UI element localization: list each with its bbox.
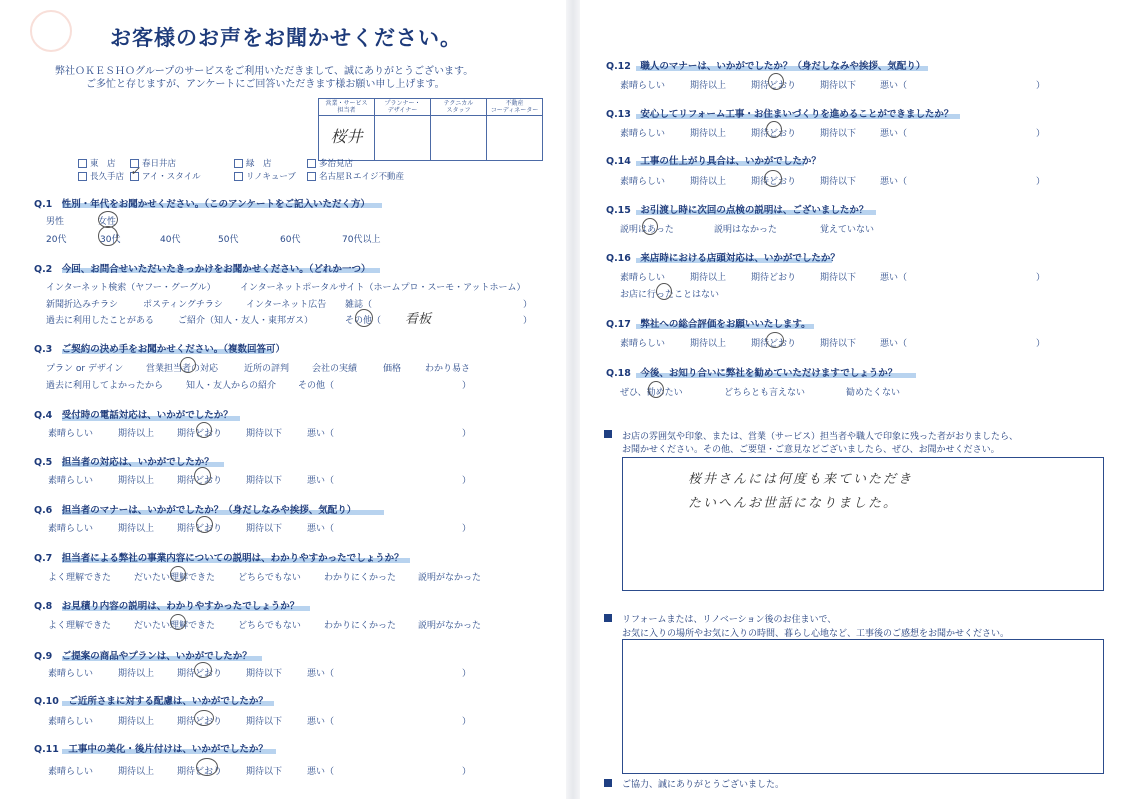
q8-understood-well[interactable]: よく理解できた: [48, 621, 112, 631]
q7-mostly-understood[interactable]: だいたい理解できた: [134, 573, 216, 583]
answer-circle-icon: [194, 467, 211, 485]
q17-above[interactable]: 期待以上: [690, 339, 727, 349]
q1-age-20s[interactable]: 20代: [46, 235, 67, 245]
q10-label: Q.10 ご近所さまに対する配慮は、いかがでしたか？: [34, 696, 268, 707]
q9-below[interactable]: 期待以下: [246, 669, 283, 679]
q10-bad-close: ）: [462, 717, 472, 727]
comment1-prompt-1: お店の雰囲気や印象、または、営業（サービス）担当者や職人で印象に残った者がおりましたら、: [622, 432, 1019, 442]
q17-below[interactable]: 期待以下: [820, 339, 857, 349]
answer-circle-icon: [180, 357, 196, 373]
intro-line-2: ご多忙と存じますが、アンケートにご回答いただきます様お願い申し上げます。: [86, 79, 445, 90]
q16-never-visited[interactable]: お店に行ったことはない: [620, 290, 720, 300]
q13-bad-close: ）: [1036, 129, 1046, 139]
q13-as-expected[interactable]: 期待どおり: [751, 129, 797, 139]
q14-below[interactable]: 期待以下: [820, 177, 857, 187]
q4-as-expected[interactable]: 期待どおり: [177, 429, 223, 439]
q13-excellent[interactable]: 素晴らしい: [620, 129, 666, 139]
q3-other-close: ）: [462, 381, 472, 391]
q3-other[interactable]: その他（: [298, 381, 335, 391]
q10-bad[interactable]: 悪い（: [307, 717, 335, 727]
q18-label: Q.18 今後、お知り合いに弊社を勧めていただけますでしょうか？: [606, 368, 898, 379]
q17-as-expected[interactable]: 期待どおり: [751, 339, 797, 349]
q13-label: Q.13 安心してリフォーム工事・お住まいづくりを進めることができましたか？: [606, 109, 954, 120]
staff-header-planner: プランナー・ デザイナー: [375, 99, 431, 116]
q1-age-30s[interactable]: 30代: [100, 235, 121, 245]
staff-table: [318, 98, 543, 161]
q7-neither[interactable]: どちらでもない: [238, 573, 301, 583]
q4-label: Q.4 受付時の電話対応は、いかがでしたか？: [34, 410, 233, 421]
q15-dont-remember[interactable]: 覚えていない: [820, 225, 875, 235]
intro-line-1: 弊社ＯＫＥＳＨＯグループのサービスをご利用いただきまして、誠にありがとうございます。: [55, 66, 474, 77]
q12-below[interactable]: 期待以下: [820, 81, 857, 91]
q9-as-expected[interactable]: 期待どおり: [177, 669, 223, 679]
q14-above[interactable]: 期待以上: [690, 177, 727, 187]
q13-below[interactable]: 期待以下: [820, 129, 857, 139]
q18-definitely[interactable]: ぜひ、勧めたい: [620, 388, 683, 398]
staff-cell-realestate[interactable]: [487, 116, 543, 161]
q6-bad-close: ）: [462, 524, 472, 534]
store-nagoya-r[interactable]: 名古屋Ｒエイジ不動産: [307, 170, 404, 182]
q8-no-explanation[interactable]: 説明がなかった: [418, 621, 482, 631]
q18-neither[interactable]: どちらとも言えない: [724, 388, 806, 398]
q16-bad[interactable]: 悪い（: [880, 273, 908, 283]
q10-below[interactable]: 期待以下: [246, 717, 283, 727]
answer-circle-icon: [98, 226, 121, 246]
q12-label: Q.12 職人のマナーは、いかがでしたか？（身だしなみや挨拶、気配り）: [606, 61, 926, 72]
q12-above[interactable]: 期待以上: [690, 81, 727, 91]
answer-circle-icon: [648, 381, 664, 398]
answer-circle-icon: [766, 121, 782, 138]
square-bullet-icon: [604, 779, 612, 787]
q2-other-handwritten: 看板: [405, 312, 432, 327]
q5-bad-close: ）: [462, 476, 472, 486]
q9-above[interactable]: 期待以上: [118, 669, 155, 679]
q16-bad-close: ）: [1036, 273, 1046, 283]
q3-reputation[interactable]: 近所の評判: [244, 364, 290, 374]
q1-label: Q.1 性別・年代をお聞かせください。（このアンケートをご記入いただく方）: [34, 199, 370, 210]
q2-magazine[interactable]: 雑誌（: [345, 300, 373, 310]
q2-internet-ad[interactable]: インターネット広告: [246, 300, 327, 310]
q10-as-expected[interactable]: 期待どおり: [177, 717, 223, 727]
answer-circle-icon: [656, 283, 672, 300]
q7-understood-well[interactable]: よく理解できた: [48, 573, 112, 583]
stamp-mark: [30, 10, 72, 52]
q1-age-40s[interactable]: 40代: [160, 235, 181, 245]
staff-header-technical: テクニカル スタッフ: [431, 99, 487, 116]
q6-bad[interactable]: 悪い（: [307, 524, 335, 534]
q17-bad[interactable]: 悪い（: [880, 339, 908, 349]
q3-sales-response[interactable]: 営業担当者の対応: [146, 364, 219, 374]
comment2-prompt-1: リフォームまたは、リノベーション後のお住まいで、: [622, 615, 837, 625]
q17-label: Q.17 弊社への総合評価をお願いいたします。: [606, 319, 811, 330]
q7-hard[interactable]: わかりにくかった: [324, 573, 397, 583]
answer-circle-icon: [768, 73, 784, 90]
q16-excellent[interactable]: 素晴らしい: [620, 273, 666, 283]
q8-label: Q.8 お見積り内容の説明は、わかりやすかったでしょうか？: [34, 601, 300, 612]
q2-newspaper[interactable]: 新聞折込みチラシ: [46, 300, 119, 310]
page-fold: [566, 0, 580, 799]
store-renocube[interactable]: リノキューブ: [234, 170, 296, 182]
q9-excellent[interactable]: 素晴らしい: [48, 669, 94, 679]
q10-excellent[interactable]: 素晴らしい: [48, 717, 94, 727]
q9-bad-close: ）: [462, 669, 472, 679]
q8-mostly-understood[interactable]: だいたい理解できた: [134, 621, 216, 631]
store-kasugai[interactable]: 春日井店: [130, 157, 176, 169]
staff-cell-sales[interactable]: [319, 116, 375, 161]
store-higashi[interactable]: 東 店: [78, 157, 116, 169]
q6-label: Q.6 担当者のマナーは、いかがでしたか？（身だしなみや挨拶、気配り）: [34, 505, 357, 516]
q10-above[interactable]: 期待以上: [118, 717, 155, 727]
q4-above[interactable]: 期待以上: [118, 429, 155, 439]
answer-circle-icon: [196, 516, 213, 533]
q4-bad-close: ）: [462, 429, 472, 439]
q15-label: Q.15 お引渡し時に次回の点検の説明は、ございましたか？: [606, 205, 869, 216]
q2-posting[interactable]: ポスティングチラシ: [143, 300, 223, 310]
staff-cell-technical[interactable]: [431, 116, 487, 161]
q11-excellent[interactable]: 素晴らしい: [48, 767, 94, 777]
square-bullet-icon: [604, 614, 612, 622]
q14-as-expected[interactable]: 期待どおり: [751, 177, 797, 187]
staff-header-realestate: 不動産 コーディネーター: [487, 99, 543, 116]
q1-male[interactable]: 男性: [46, 217, 65, 227]
q3-price[interactable]: 価格: [383, 364, 402, 374]
q11-bad-close: ）: [462, 767, 472, 777]
q6-excellent[interactable]: 素晴らしい: [48, 524, 94, 534]
q2-portal-site[interactable]: インターネットポータルサイト（ホームプロ・スーモ・アットホーム）: [240, 283, 526, 293]
answer-circle-icon: [170, 614, 186, 630]
comment2-prompt-2: お気に入りの場所やお気に入りの時間、暮らし心地など、工事後のご感想をお聞かせください。: [622, 629, 1010, 639]
staff-header-sales: 営業・サービス 担当者: [319, 99, 375, 116]
q2-past-use[interactable]: 過去に利用したことがある: [46, 316, 155, 326]
q5-as-expected[interactable]: 期待どおり: [177, 476, 223, 486]
answer-circle-icon: [194, 710, 214, 726]
q11-bad[interactable]: 悪い（: [307, 767, 335, 777]
q2-referral[interactable]: ご紹介（知人・友人・東邦ガス）: [178, 316, 314, 326]
square-bullet-icon: [604, 430, 612, 438]
q8-neither[interactable]: どちらでもない: [238, 621, 301, 631]
q14-bad-close: ）: [1036, 177, 1046, 187]
q11-as-expected[interactable]: 期待どおり: [177, 767, 223, 777]
q16-above[interactable]: 期待以上: [690, 273, 727, 283]
q6-as-expected[interactable]: 期待どおり: [177, 524, 223, 534]
q11-below[interactable]: 期待以下: [246, 767, 283, 777]
comment1-answer-1: 桜井さんには何度も来ていただき: [688, 472, 914, 487]
q11-label: Q.11 工事中の美化・後片付けは、いかがでしたか？: [34, 744, 268, 755]
q1-age-50s[interactable]: 50代: [218, 235, 239, 245]
q4-below[interactable]: 期待以下: [246, 429, 283, 439]
check-mark-icon: ✓: [130, 164, 141, 178]
q2-internet-search[interactable]: インターネット検索（ヤフー・グーグル）: [46, 283, 216, 293]
q13-above[interactable]: 期待以上: [690, 129, 727, 139]
q3-referral[interactable]: 知人・友人からの紹介: [186, 381, 277, 391]
q5-bad[interactable]: 悪い（: [307, 476, 335, 486]
q14-excellent[interactable]: 素晴らしい: [620, 177, 666, 187]
q18-not-recommend[interactable]: 勧めたくない: [846, 388, 901, 398]
comment2-box[interactable]: [622, 639, 1104, 774]
q17-excellent[interactable]: 素晴らしい: [620, 339, 666, 349]
q13-bad[interactable]: 悪い（: [880, 129, 908, 139]
q6-below[interactable]: 期待以下: [246, 524, 283, 534]
answer-circle-icon: [194, 662, 212, 678]
q3-track-record[interactable]: 会社の実績: [312, 364, 358, 374]
q7-label: Q.7 担当者による弊社の事業内容についての説明は、わかりやすかったでしょうか？: [34, 553, 404, 564]
q12-excellent[interactable]: 素晴らしい: [620, 81, 666, 91]
store-midori[interactable]: 緑 店: [234, 157, 272, 169]
q16-below[interactable]: 期待以下: [820, 273, 857, 283]
staff-sales-handwritten: 桜井: [330, 126, 363, 146]
q14-label: Q.14 工事の仕上がり具合は、いかがでしたか？: [606, 156, 821, 167]
page-title: お客様のお声をお聞かせください。: [110, 26, 462, 50]
q5-label: Q.5 担当者の対応は、いかがでしたか？: [34, 457, 214, 468]
q15-explained[interactable]: 説明はあった: [620, 225, 674, 235]
q4-excellent[interactable]: 素晴らしい: [48, 429, 94, 439]
q6-above[interactable]: 期待以上: [118, 524, 155, 534]
q9-bad[interactable]: 悪い（: [307, 669, 335, 679]
q1-age-60s[interactable]: 60代: [280, 235, 301, 245]
store-tajimi[interactable]: 多治見店: [307, 157, 353, 169]
q3-past-good[interactable]: 過去に利用してよかったから: [46, 381, 164, 391]
q14-bad[interactable]: 悪い（: [880, 177, 908, 187]
store-istyle[interactable]: アイ・スタイル: [130, 170, 201, 182]
closing-text: ご協力、誠にありがとうございました。: [622, 780, 785, 790]
q1-female[interactable]: 女性: [98, 217, 117, 227]
q12-bad[interactable]: 悪い（: [880, 81, 908, 91]
staff-cell-planner[interactable]: [375, 116, 431, 161]
q12-bad-close: ）: [1036, 81, 1046, 91]
store-nagakute[interactable]: 長久手店: [78, 170, 124, 182]
q2-other-close: ）: [523, 316, 533, 326]
answer-circle-icon: [170, 566, 186, 582]
q16-as-expected[interactable]: 期待どおり: [751, 273, 797, 283]
answer-circle-icon: [355, 309, 373, 327]
q16-label: Q.16 来店時における店頭対応は、いかがでしたか？: [606, 253, 840, 264]
q4-bad[interactable]: 悪い（: [307, 429, 335, 439]
q3-label: Q.3 ご契約の決め手をお聞かせください。（複数回答可）: [34, 344, 286, 355]
q2-label: Q.2 今回、お問合せいただいたきっかけをお聞かせください。（どれか一つ）: [34, 264, 371, 275]
answer-circle-icon: [196, 422, 212, 438]
q1-age-70s[interactable]: 70代以上: [342, 235, 381, 245]
answer-circle-icon: [766, 332, 784, 348]
comment1-prompt-2: お聞かせください。その他、ご要望・ご意見などございましたら、ぜひ、お聞かせください。: [622, 445, 1000, 455]
q11-above[interactable]: 期待以上: [118, 767, 155, 777]
q2-magazine-close: ）: [523, 300, 533, 310]
q5-excellent[interactable]: 素晴らしい: [48, 476, 94, 486]
q5-above[interactable]: 期待以上: [118, 476, 155, 486]
q9-label: Q.9 ご提案の商品やプランは、いかがでしたか？: [34, 651, 252, 662]
q5-below[interactable]: 期待以下: [246, 476, 283, 486]
q17-bad-close: ）: [1036, 339, 1046, 349]
answer-circle-icon: [196, 758, 218, 776]
answer-circle-icon: [642, 218, 658, 235]
q15-not-explained[interactable]: 説明はなかった: [714, 225, 778, 235]
comment1-answer-2: たいへんお世話になりました。: [688, 496, 899, 511]
q12-as-expected[interactable]: 期待どおり: [751, 81, 797, 91]
q3-clarity[interactable]: わかり易さ: [425, 364, 471, 374]
answer-circle-icon: [764, 170, 782, 187]
q8-hard[interactable]: わかりにくかった: [324, 621, 397, 631]
q7-no-explanation[interactable]: 説明がなかった: [418, 573, 482, 583]
q2-other[interactable]: その他（: [345, 316, 382, 326]
q3-plan-design[interactable]: プラン or デザイン: [46, 364, 124, 374]
